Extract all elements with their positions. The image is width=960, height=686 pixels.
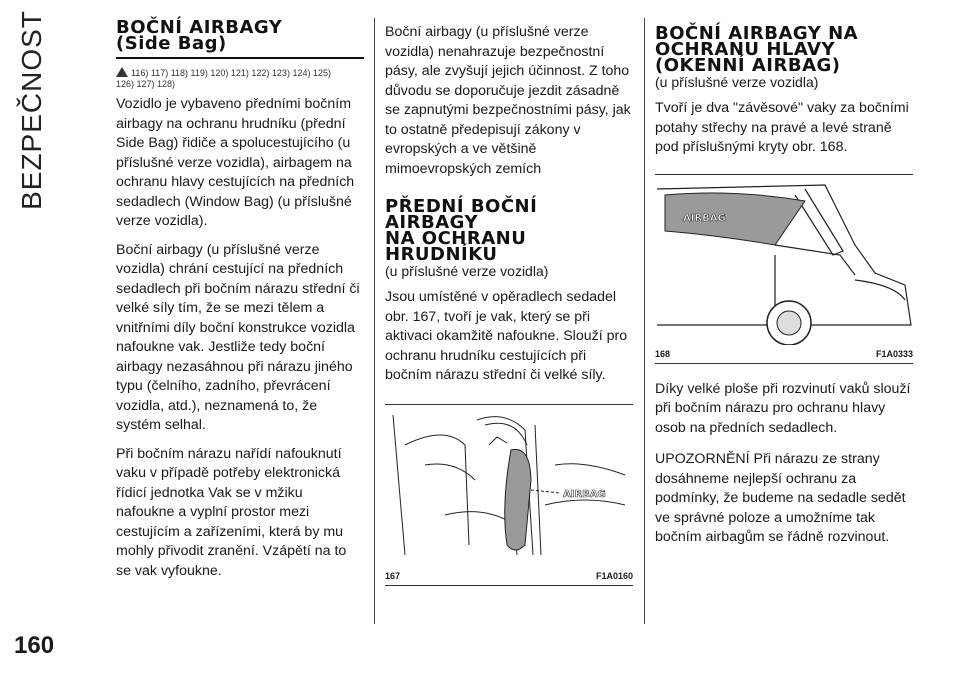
figure-number: 167 <box>385 570 401 581</box>
van-window-airbag-illustration <box>655 175 913 345</box>
page-number: 160 <box>14 632 55 659</box>
seat-airbag-illustration <box>385 405 633 565</box>
paragraph: Díky velké ploše při rozvinutí vaků slouží při bočním nárazu pro ochranu hlavy osob na předních sedadlech. <box>655 380 911 436</box>
section-side-label <box>12 10 52 210</box>
column-1 <box>116 17 364 581</box>
column-2 <box>385 23 633 586</box>
figure-code: F1A0333 <box>875 348 913 359</box>
paragraph: Boční airbagy (u příslušné verze vozidla) nenahrazuje bezpečnostní pásy, ale zvyšují jejich účinnost. Z toho důvodu se doporučuje jezdit zásadně se zapnutými bezpečnostními pásy, jak to ostatně předepisují zákony v evropských a ve většině mimoevropských zemích <box>385 24 631 177</box>
footnote-references: 116) 117) 118) 119) 120) 121) 122) 123) 124) 125) 126) 127) 128) <box>116 68 331 89</box>
airbag-label: AIRBAG <box>563 488 606 500</box>
title-rule <box>116 57 364 59</box>
chest-airbag-heading: PŘEDNÍ BOČNÍ AIRBAGY NA OCHRANU HRUDNÍKU <box>385 196 538 265</box>
paragraph: Při bočním nárazu nařídí nafouknutí vaku v případě potřeby elektronická řídicí jednotka Vak se v mžiku nafoukne a vyplní prostor mezi cestujícím a zařízeními, která by mu mohly přivodit zranění. Vzápětí na to se vak vyfoukne. <box>116 445 347 579</box>
section-label-text: BEZPEČNOST <box>16 10 47 210</box>
column-3 <box>655 23 915 548</box>
paragraph: Tvoří je dva "závěsové" vaky za bočními potahy střechy na pravé a levé straně pod příslušnými kryty obr. 168. <box>655 100 909 155</box>
paragraph: Vozidlo je vybaveno předními bočním airbagy na ochranu hrudníku (přední Side Bag) řidiče a spolucestujícího (u příslušné verze vozidla), airbagem na ochranu hlavy cestujících na předních sedadlech (Window Bag) (u příslušné verze vozidla). <box>116 96 355 229</box>
warning-paragraph: UPOZORNĚNÍ Při nárazu ze strany dosáhneme nejlepší ochranu za podmínky, že budeme na sedadle sedět ve správné poloze a umožníme tak bočním airbagům se řádně rozvinout. <box>655 451 906 545</box>
figure-code: F1A0160 <box>595 570 633 581</box>
column-divider-1 <box>374 18 375 624</box>
figure-167 <box>385 404 633 586</box>
figure-168 <box>655 174 913 364</box>
side-bag-title: BOČNÍ AIRBAGY (Side Bag) <box>116 17 283 54</box>
heading-subtitle: (u příslušné verze vozidla) <box>385 263 549 279</box>
head-airbag-heading: BOČNÍ AIRBAGY NA OCHRANU HLAVY (OKENNÍ AIRBAG) <box>655 23 859 76</box>
column-divider-2 <box>644 18 645 624</box>
paragraph: Boční airbagy (u příslušné verze vozidla) chrání cestující na předních sedadlech při bočním nárazu střední či velké síly tím, že se mezi tělem a vnitřními díly boční konstrukce vozidla nafoukne vak. Jestliže tedy boční airbagy nezasáhnou při nárazu jiného typu (čelního, zadního, převrácení vozidla, atd.), neznamená to, že systém selhal. <box>116 241 360 433</box>
airbag-label: AIRBAG <box>683 212 726 224</box>
figure-number: 168 <box>655 348 671 359</box>
heading-subtitle: (u příslušné verze vozidla) <box>655 74 819 90</box>
warning-triangle-icon <box>116 67 128 77</box>
paragraph: Jsou umístěné v opěradlech sedadel obr. 167, tvoří je vak, který se při aktivaci okamžitě nafoukne. Slouží pro ochranu hrudníku cestujících při bočním nárazu střední či velké síly. <box>385 289 628 383</box>
